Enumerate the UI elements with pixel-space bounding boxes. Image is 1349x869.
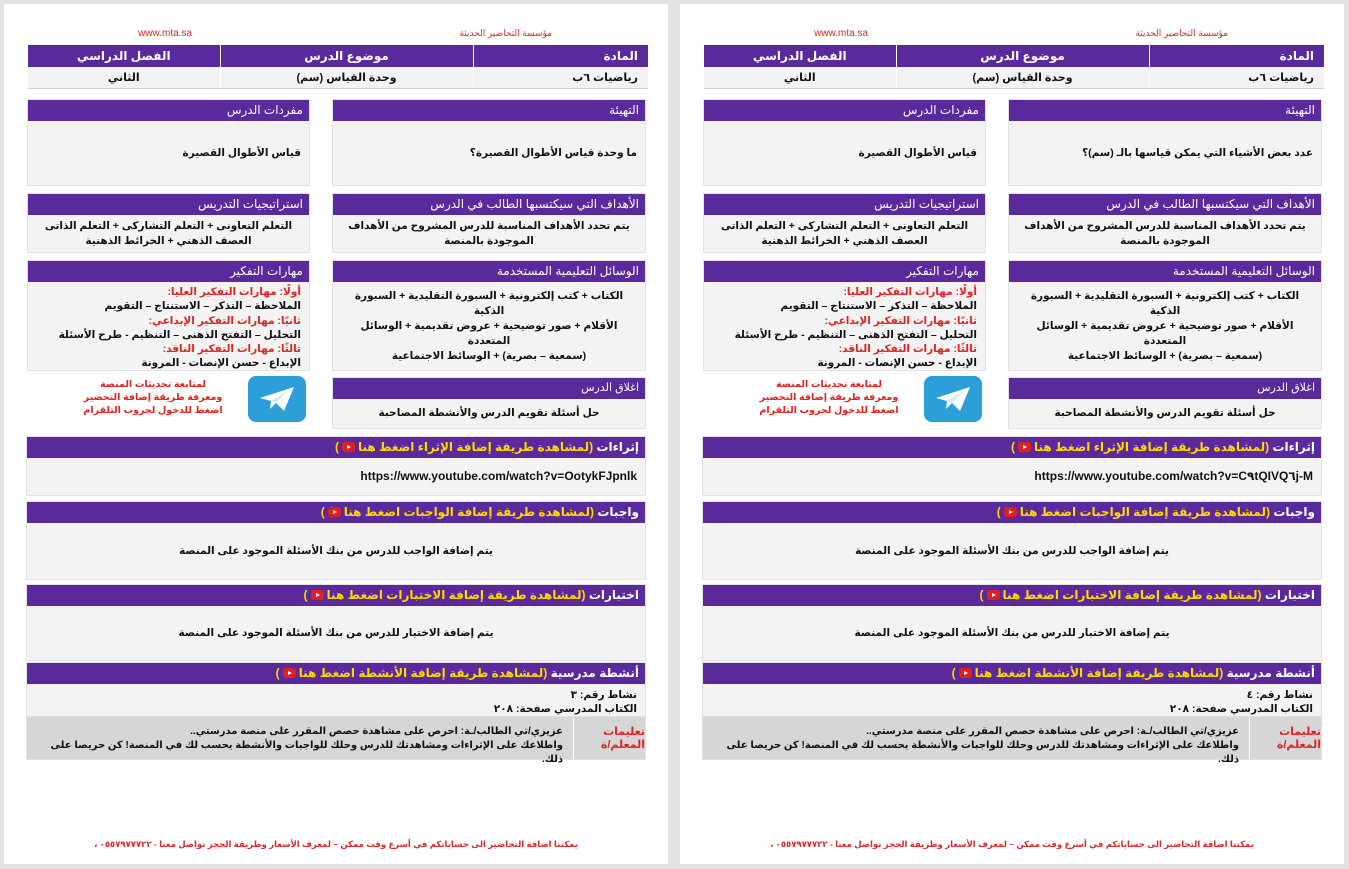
strategies-line: التعلم التعاونى + التعلم التشاركى + التعلم الذاتى <box>720 219 969 232</box>
media-line: الكتاب + كتب إلكترونية + السبورة التقليدية + السبورة الذكية <box>1030 289 1300 317</box>
media-line: الكتاب + كتب إلكترونية + السبورة التقليدية + السبورة الذكية <box>354 289 624 317</box>
youtube-icon[interactable] <box>328 507 341 517</box>
skills-heading: ثالثًا: مهارات التفكير الناقد: <box>162 343 301 356</box>
homework-section <box>702 501 1322 580</box>
skills-line: التحليل – التفتح الذهنى – التنظيم - طرح الأسئلة <box>58 328 301 341</box>
telegram-icon <box>258 385 296 413</box>
tests-video-link[interactable]: (لمشاهدة طريقة إضافة الاختبارات اضغط هنا <box>326 588 586 602</box>
strategies-title: استراتيجيات التدريس <box>704 194 985 215</box>
website-link[interactable]: www.mta.sa <box>814 28 868 39</box>
media-line: (سمعية – بصرية) + الوسائط الاجتماعية <box>391 349 587 362</box>
strategies-section <box>27 193 310 253</box>
tests-header[interactable] <box>703 585 1321 606</box>
skills-heading: أولًا: مهارات التفكير العليا: <box>843 286 977 298</box>
enrichment-video-link[interactable]: (لمشاهدة طريقة إضافة الإثراء اضغط هنا <box>1034 440 1270 454</box>
vocab-title: مفردات الدرس <box>28 100 309 121</box>
activities-section <box>26 662 646 717</box>
paren-close: ) <box>320 505 325 519</box>
paren-close: ) <box>979 588 984 602</box>
strategies-title: استراتيجيات التدريس <box>28 194 309 215</box>
closing-section <box>332 377 646 429</box>
enrichment-body <box>27 458 645 495</box>
objectives-section <box>1008 193 1322 253</box>
youtube-icon[interactable] <box>311 590 324 600</box>
teacher-instructions-text <box>27 717 573 765</box>
objectives-body: يتم تحدد الأهداف المناسبة للدرس المشروح من الأهداف الموجودة بالمنصة <box>1024 219 1306 247</box>
objectives-section <box>332 193 646 253</box>
subject-header: المادة <box>473 45 648 67</box>
vocab-section <box>703 99 986 186</box>
topic-value: وحدة القياس (سم) <box>896 67 1149 88</box>
skills-line: الإبداع - حسن الإنصات - المرونة <box>817 357 977 370</box>
thinking-skills-section <box>703 260 986 371</box>
enrichment-header[interactable] <box>703 437 1321 458</box>
activities-header[interactable] <box>27 663 645 684</box>
paren-close: ) <box>303 588 308 602</box>
vocab-section <box>27 99 310 186</box>
youtube-icon[interactable] <box>1004 507 1017 517</box>
media-section <box>332 260 646 371</box>
media-title: الوسائل التعليمية المستخدمة <box>1009 261 1321 282</box>
warmup-body: ما وحدة قياس الأطوال القصيرة؟ <box>469 146 637 159</box>
homework-body: يتم إضافة الواجب للدرس من بنك الأسئلة الموجود على المنصة <box>855 544 1169 557</box>
skills-heading: ثانيًا: مهارات التفكير الإبداعي: <box>824 314 977 327</box>
vocab-title: مفردات الدرس <box>704 100 985 121</box>
tests-title: اختبارات <box>1264 588 1315 602</box>
vocab-body: قياس الأطوال القصيرة <box>858 146 977 159</box>
warmup-title: التهيئة <box>333 100 645 121</box>
thinking-skills-body <box>28 282 309 371</box>
strategies-section <box>703 193 986 253</box>
media-line: الأقلام + صور توضيحية + عروض تقديمية + الوسائل المتعددة <box>1036 319 1294 347</box>
semester-header: الفصل الدراسي <box>28 45 220 67</box>
enrichment-header[interactable] <box>27 437 645 458</box>
instructions-line: واطلاعك على الإثراءات ومشاهدتك للدرس وحلك للواجبات والأنشطة يحسب لك في المنصة! كن حريصا على ذلك. <box>50 740 563 765</box>
semester-value: الثاني <box>28 67 220 88</box>
skills-line: الملاحظة – التذكر – الاستنتاج – التقويم <box>104 300 301 313</box>
instructions-line: واطلاعك على الإثراءات ومشاهدتك للدرس وحلك للواجبات والأنشطة يحسب لك في المنصة! كن حريصا على ذلك. <box>726 740 1239 765</box>
homework-section <box>26 501 646 580</box>
media-body <box>1009 282 1321 370</box>
activities-body <box>27 684 645 719</box>
activities-video-link[interactable]: (لمشاهدة طريقة إضافة الأنشطة اضغط هنا <box>298 666 548 680</box>
textbook-page: الكتاب المدرسي صفحة: ٢٠٨ <box>1169 703 1313 715</box>
paren-close: ) <box>335 440 339 454</box>
website-link[interactable]: www.mta.sa <box>138 28 192 39</box>
closing-title: اغلاق الدرس <box>333 378 645 399</box>
activities-header[interactable] <box>703 663 1321 684</box>
enrichment-body <box>703 458 1321 495</box>
instructions-line: عزيزي/تي الطالب/ـة: احرص على مشاهدة حصص المقرر على منصة مدرستي.. <box>866 726 1239 737</box>
teacher-instructions-label: تعليمات المعلم/ة <box>573 717 645 759</box>
subject-header: المادة <box>1149 45 1324 67</box>
strategies-line: العصف الذهني + الخرائط الذهنية <box>761 234 928 247</box>
activities-video-link[interactable]: (لمشاهدة طريقة إضافة الأنشطة اضغط هنا <box>974 666 1224 680</box>
closing-body: حل أسئلة تقويم الدرس والأنشطة المصاحبة <box>378 407 600 419</box>
enrichment-title: إثراءات <box>596 440 639 454</box>
tests-video-link[interactable]: (لمشاهدة طريقة إضافة الاختبارات اضغط هنا <box>1002 588 1262 602</box>
topic-header: موضوع الدرس <box>220 45 473 67</box>
teacher-instructions-text <box>703 717 1249 765</box>
teacher-instructions <box>26 716 646 765</box>
semester-header: الفصل الدراسي <box>704 45 896 67</box>
youtube-icon[interactable] <box>959 668 972 678</box>
skills-line: التحليل – التفتح الذهنى – التنظيم - طرح الأسئلة <box>734 328 977 341</box>
skills-heading: أولًا: مهارات التفكير العليا: <box>167 286 301 298</box>
activities-section <box>702 662 1322 717</box>
topic-value: وحدة القياس (سم) <box>220 67 473 88</box>
tests-header[interactable] <box>27 585 645 606</box>
enrichment-title: إثراءات <box>1272 440 1315 454</box>
paren-close: ) <box>996 505 1001 519</box>
enrichment-video-link[interactable]: (لمشاهدة طريقة إضافة الإثراء اضغط هنا <box>358 440 594 454</box>
telegram-icon <box>934 385 972 413</box>
promo-line: اضغط للدخول لجروب التلقرام <box>759 405 899 416</box>
subject-value: رياضيات ٦ب <box>473 67 648 88</box>
youtube-icon[interactable] <box>283 668 296 678</box>
homework-video-link[interactable]: (لمشاهدة طريقة إضافة الواجبات اضغط هنا <box>343 505 594 519</box>
promo-line: ومعرفة طريقة إضافة التحضير <box>83 392 223 403</box>
promo-line: ومعرفة طريقة إضافة التحضير <box>759 392 899 403</box>
tests-title: اختبارات <box>588 588 639 602</box>
lesson-meta-table <box>28 45 648 89</box>
textbook-page: الكتاب المدرسي صفحة: ٢٠٨ <box>493 703 637 715</box>
closing-title: اغلاق الدرس <box>1009 378 1321 399</box>
warmup-title: التهيئة <box>1009 100 1321 121</box>
activity-number: نشاط رقم: ٤ <box>1246 689 1313 701</box>
vocab-body: قياس الأطوال القصيرة <box>182 146 301 159</box>
youtube-icon[interactable] <box>987 590 1000 600</box>
closing-section <box>1008 377 1322 429</box>
tests-section <box>26 584 646 661</box>
lesson-plan-page <box>680 4 1344 864</box>
promo-line: لمتابعة تحديثات المنصة <box>99 379 206 390</box>
skills-line: الإبداع - حسن الإنصات - المرونة <box>141 357 301 370</box>
warmup-body: عدد بعض الأشياء التي يمكن قياسها بالـ (سم)؟ <box>1082 146 1313 159</box>
promo-line: لمتابعة تحديثات المنصة <box>775 379 882 390</box>
objectives-title: الأهداف التي سيكتسبها الطالب في الدرس <box>333 194 645 215</box>
enrichment-section <box>702 436 1322 496</box>
thinking-skills-body <box>704 282 985 371</box>
tests-body: يتم إضافة الاختبار للدرس من بنك الأسئلة الموجود على المنصة <box>178 626 494 639</box>
thinking-skills-title: مهارات التفكير <box>704 261 985 282</box>
skills-line: الملاحظة – التذكر – الاستنتاج – التقويم <box>780 300 977 313</box>
homework-title: واجبات <box>597 505 639 519</box>
enrichment-section <box>26 436 646 496</box>
homework-header[interactable] <box>703 502 1321 523</box>
media-line: (سمعية – بصرية) + الوسائط الاجتماعية <box>1067 349 1263 362</box>
strategies-body <box>28 215 309 252</box>
activity-number: نشاط رقم: ٣ <box>570 689 637 701</box>
activities-title: أنشطة مدرسية <box>1226 666 1315 680</box>
strategies-line: التعلم التعاونى + التعلم التشاركى + التعلم الذاتى <box>44 219 293 232</box>
skills-heading: ثانيًا: مهارات التفكير الإبداعي: <box>148 314 301 327</box>
topic-header: موضوع الدرس <box>896 45 1149 67</box>
homework-body: يتم إضافة الواجب للدرس من بنك الأسئلة الموجود على المنصة <box>179 544 493 557</box>
youtube-icon[interactable] <box>1018 442 1031 452</box>
subject-value: رياضيات ٦ب <box>1149 67 1324 88</box>
homework-header[interactable] <box>27 502 645 523</box>
org-name: مؤسسة التحاضير الحديثة <box>459 28 552 38</box>
media-body <box>333 282 645 370</box>
activities-title: أنشطة مدرسية <box>550 666 639 680</box>
strategies-line: العصف الذهني + الخرائط الذهنية <box>85 234 252 247</box>
tests-section <box>702 584 1322 661</box>
paren-close: ) <box>951 666 956 680</box>
semester-value: الثاني <box>704 67 896 88</box>
activities-body <box>703 684 1321 719</box>
tests-body: يتم إضافة الاختبار للدرس من بنك الأسئلة الموجود على المنصة <box>854 626 1170 639</box>
thinking-skills-title: مهارات التفكير <box>28 261 309 282</box>
enrichment-url[interactable]: https://www.youtube.com/watch?v=OotykFJpnlk <box>360 469 637 483</box>
media-section <box>1008 260 1322 371</box>
lesson-plan-page <box>4 4 668 864</box>
enrichment-url[interactable]: https://www.youtube.com/watch?v=C٩tQIVQ٦j-M <box>1034 469 1313 483</box>
contact-footer: يمكننا اضافة التحاضير الى حساباتكم في أسرع وقت ممكن – لمعرف الأسعار وطريقة الحجز تواصل معنا - ٠٥٥٧٩٧٧٧٢٢ ، <box>94 839 578 849</box>
strategies-body <box>704 215 985 252</box>
telegram-button[interactable] <box>924 376 982 422</box>
media-line: الأقلام + صور توضيحية + عروض تقديمية + الوسائل المتعددة <box>360 319 618 347</box>
warmup-section <box>332 99 646 186</box>
objectives-title: الأهداف التي سيكتسبها الطالب في الدرس <box>1009 194 1321 215</box>
skills-heading: ثالثًا: مهارات التفكير الناقد: <box>838 343 977 356</box>
telegram-promo[interactable] <box>754 378 904 417</box>
youtube-icon[interactable] <box>342 442 355 452</box>
thinking-skills-section <box>27 260 310 371</box>
homework-title: واجبات <box>1273 505 1315 519</box>
warmup-section <box>1008 99 1322 186</box>
paren-close: ) <box>275 666 280 680</box>
paren-close: ) <box>1011 440 1015 454</box>
homework-video-link[interactable]: (لمشاهدة طريقة إضافة الواجبات اضغط هنا <box>1019 505 1270 519</box>
telegram-promo[interactable] <box>78 378 228 417</box>
promo-line: اضغط للدخول لجروب التلقرام <box>83 405 223 416</box>
teacher-instructions-label: تعليمات المعلم/ة <box>1249 717 1321 759</box>
contact-footer: يمكننا اضافة التحاضير الى حساباتكم في أسرع وقت ممكن – لمعرف الأسعار وطريقة الحجز تواصل معنا - ٠٥٥٧٩٧٧٧٢٢ ، <box>770 839 1254 849</box>
lesson-meta-table <box>704 45 1324 89</box>
media-title: الوسائل التعليمية المستخدمة <box>333 261 645 282</box>
closing-body: حل أسئلة تقويم الدرس والأنشطة المصاحبة <box>1054 407 1276 419</box>
teacher-instructions <box>702 716 1322 765</box>
objectives-body: يتم تحدد الأهداف المناسبة للدرس المشروح من الأهداف الموجودة بالمنصة <box>348 219 630 247</box>
telegram-button[interactable] <box>248 376 306 422</box>
org-name: مؤسسة التحاضير الحديثة <box>1135 28 1228 38</box>
instructions-line: عزيزي/تي الطالب/ـة: احرص على مشاهدة حصص المقرر على منصة مدرستي.. <box>190 726 563 737</box>
